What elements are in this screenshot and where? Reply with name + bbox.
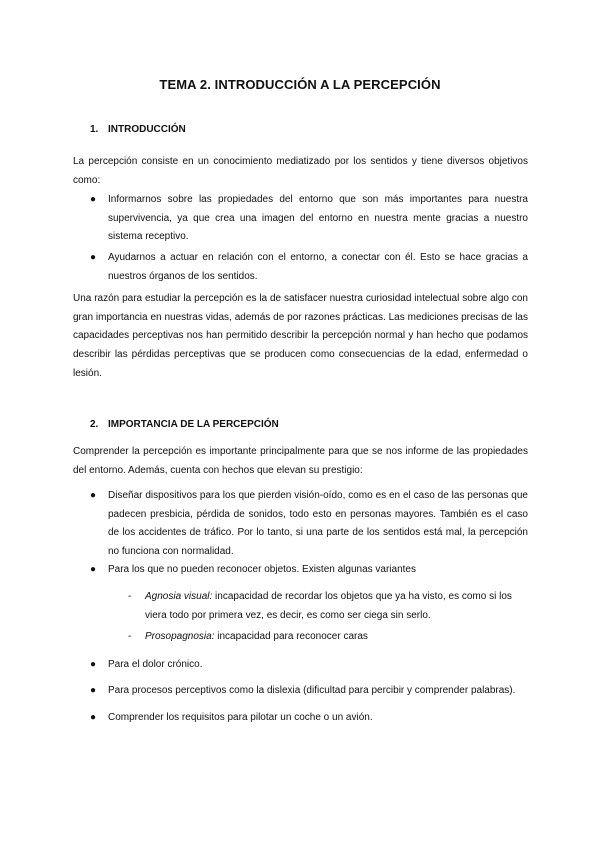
sub-list-item	[128, 628, 528, 647]
section-2-number: 2.	[90, 419, 99, 430]
list-item	[90, 709, 528, 728]
section-2-heading	[90, 419, 279, 430]
document-title: TEMA 2. INTRODUCCIÓN A LA PERCEPCIÓN	[159, 77, 441, 92]
list-item	[90, 682, 528, 701]
term-prosopagnosia: Prosopagnosia:	[145, 631, 215, 642]
list-item-text: Ayudarnos a actuar en relación con el entorno, a conectar con él. Esto se hace gracias a nuestros órganos de los sentidos.	[108, 252, 528, 282]
section-1-paragraph: Una razón para estudiar la percepción es la de satisfacer nuestra curiosidad intelectual sobre algo con gran importancia en nuestras vidas, además de por razones prácticas. Las mediciones precisas de las capacidades perceptivas nos han permitido describir la percepción normal y han hecho que podamos describir las pérdidas perceptivas que se producen como consecuencias de la edad, enfermedad o lesión.	[73, 293, 528, 379]
definition-prosopagnosia: incapacidad para reconocer caras	[214, 631, 368, 642]
term-agnosia-visual: Agnosia visual:	[145, 591, 213, 602]
list-item	[90, 561, 528, 580]
section-1-heading	[90, 124, 186, 135]
bullet-icon: ●	[90, 252, 97, 263]
section-1-number: 1.	[90, 124, 99, 135]
definition-agnosia-visual: incapacidad de recordar los objetos que ya ha visto, es como si los viera todo por primera vez, es decir, es como ser ciega sin serlo.	[145, 591, 512, 621]
section-2-title: IMPORTANCIA DE LA PERCEPCIÓN	[108, 419, 279, 430]
section-2-intro: Comprender la percepción es importante principalmente para que se nos informe de las propiedades del entorno. Además, cuenta con hechos que elevan su prestigio:	[73, 446, 528, 476]
list-item	[90, 249, 528, 286]
bullet-icon: ●	[90, 194, 97, 205]
bullet-icon: ●	[90, 685, 97, 696]
list-item-text: Para los que no pueden reconocer objetos. Existen algunas variantes	[108, 564, 416, 575]
list-item-text: Informarnos sobre las propiedades del entorno que son más importantes para nuestra supervivencia, ya que crea una imagen del entorno en nuestra mente gracias a nuestro sistema receptivo.	[108, 194, 528, 243]
bullet-icon: ●	[90, 490, 97, 501]
bullet-icon: ●	[90, 564, 97, 575]
bullet-icon: ●	[90, 712, 97, 723]
section-1-intro: La percepción consiste en un conocimiento mediatizado por los sentidos y tiene diversos objetivos como:	[73, 156, 528, 186]
dash-icon: -	[128, 591, 132, 602]
section-1-title: INTRODUCCIÓN	[108, 124, 186, 135]
dash-icon: -	[128, 631, 132, 642]
list-item	[90, 191, 528, 247]
list-item	[90, 487, 528, 562]
list-item-text: Para procesos perceptivos como la dislexia (dificultad para percibir y comprender palabras).	[108, 685, 516, 696]
sub-list-item-text	[145, 628, 528, 647]
list-item	[90, 656, 528, 675]
sub-list-item	[128, 588, 528, 625]
sub-list-item-text	[145, 588, 528, 625]
bullet-icon: ●	[90, 659, 97, 670]
list-item-text: Comprender los requisitos para pilotar un coche o un avión.	[108, 712, 373, 723]
list-item-text: Para el dolor crónico.	[108, 659, 203, 670]
list-item-text: Diseñar dispositivos para los que pierden visión-oído, como es en el caso de las personas que padecen presbicia, pérdida de sonidos, todo esto en personas mayores. También es el caso de los accidentes de tráfico. Por lo tanto, si una parte de los sentidos está mal, la percepción no funciona con normalidad.	[108, 490, 528, 558]
